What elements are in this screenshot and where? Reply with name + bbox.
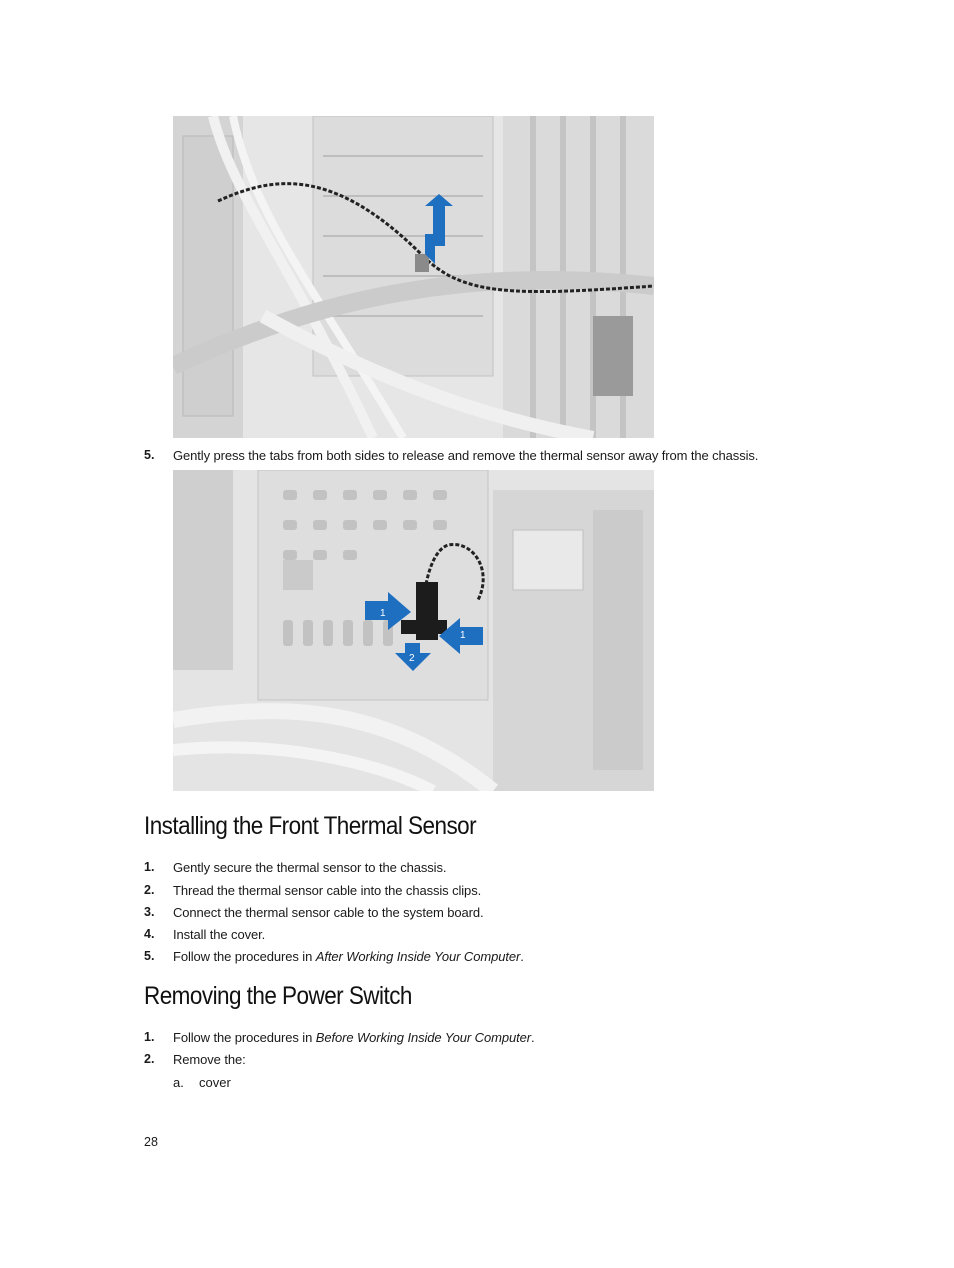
remove-step-1 [0, 1030, 954, 1050]
step-number: 3. [144, 905, 155, 919]
step-text: Remove the: [173, 1052, 246, 1067]
install-step-5 [0, 949, 954, 969]
step-text: Thread the thermal sensor cable into the chassis clips. [173, 883, 482, 898]
step-text: Gently press the tabs from both sides to release and remove the thermal sensor away from the chassis. [173, 448, 759, 463]
figure-cable-removal-photo [173, 116, 654, 438]
callout-1-right: 1 [460, 630, 466, 641]
step-text-suffix: . [520, 949, 524, 964]
step-text: Gently secure the thermal sensor to the chassis. [173, 860, 447, 875]
substep-label: a. [173, 1075, 184, 1090]
chassis-illustration-2 [173, 470, 654, 791]
step-text [173, 949, 524, 964]
figure-thermal-sensor-photo [173, 470, 654, 791]
section-heading-installing: Installing the Front Thermal Sensor [144, 812, 477, 840]
page-number: 28 [144, 1135, 158, 1149]
install-step-1 [0, 860, 954, 880]
section-heading-removing: Removing the Power Switch [144, 982, 412, 1010]
callout-1-left: 1 [380, 608, 386, 619]
step-number: 1. [144, 1030, 155, 1044]
remove-substep-a [173, 1075, 231, 1090]
step-text-plain: Follow the procedures in [173, 1030, 316, 1045]
install-step-4 [0, 927, 954, 947]
step-number: 5. [144, 448, 155, 462]
install-step-3 [0, 905, 954, 925]
step-number: 2. [144, 883, 155, 897]
step-number: 5. [144, 949, 155, 963]
doc-reference-link[interactable]: Before Working Inside Your Computer [315, 1030, 531, 1045]
install-step-2 [0, 883, 954, 903]
step-number: 2. [144, 1052, 155, 1066]
callout-2: 2 [409, 653, 415, 664]
step-text: Install the cover. [173, 927, 266, 942]
step-5-top [0, 448, 954, 468]
step-text-plain: Follow the procedures in [173, 949, 316, 964]
step-text: Connect the thermal sensor cable to the system board. [173, 905, 484, 920]
chassis-illustration-1 [173, 116, 654, 438]
substep-text: cover [199, 1075, 231, 1090]
remove-step-2 [0, 1052, 954, 1072]
step-text-suffix: . [530, 1030, 535, 1045]
step-number: 1. [144, 860, 155, 874]
step-text [173, 1030, 534, 1045]
step-number: 4. [144, 927, 155, 941]
doc-reference-link[interactable]: After Working Inside Your Computer [315, 949, 521, 964]
